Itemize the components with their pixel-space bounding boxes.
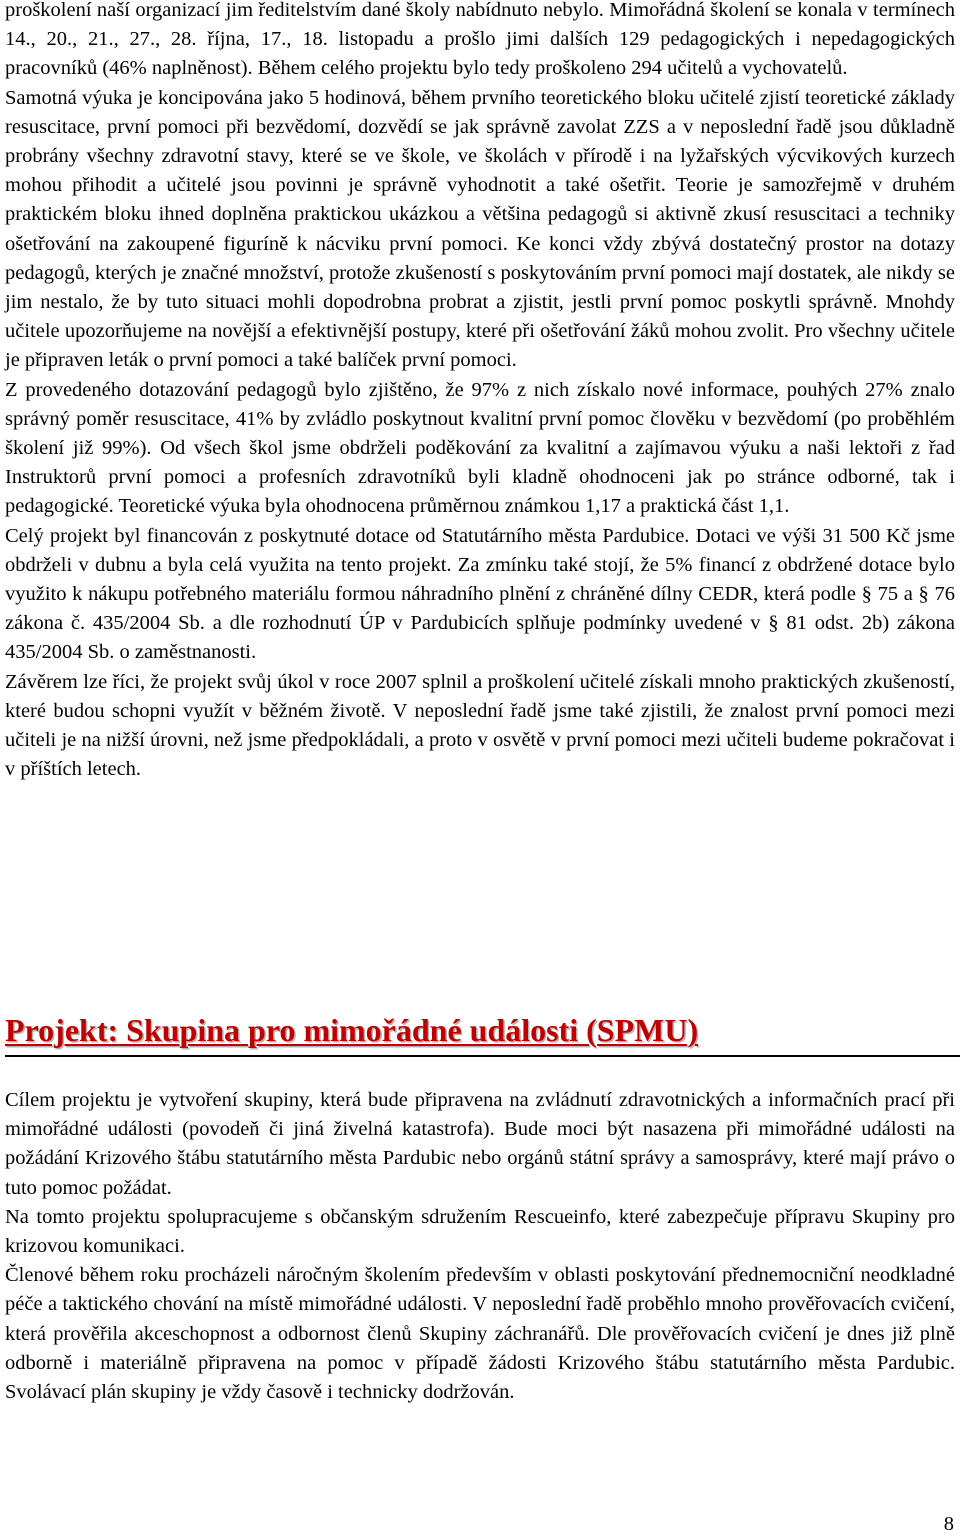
paragraph-training-extra-sessions: proškolení naší organizací jim ředitelstvím dané školy nabídnuto nebylo. Mimořádná školení se konala v termínech 14., 20., 21., 27., 28. října, 17., 18. listopadu a prošlo jimi dalších 129 pedagogických i nepedagogických pracovníků (46% naplněnost). Během celého projektu bylo tedy proškoleno 294 učitelů a vychovatelů. [5,0,955,80]
section-heading-wrap [5,1008,955,1052]
paragraph-project-goal: Cílem projektu je vytvoření skupiny, která bude připravena na zvládnutí zdravotnických a informačních prací při mimořádné události (povodeň či jiná živelná katastrofa). Bude moci být nasazena při mimořádné události na požádání Krizového štábu statutárního města Pardubic nebo orgánů státní správy a samosprávy, které mají právo o tuto pomoc požádat. [5,1089,955,1199]
paragraph-conclusion: Závěrem lze říci, že projekt svůj úkol v roce 2007 splnil a proškolení učitelé získali mnoho praktických zkušeností, které budou schopni využít v běžném životě. V neposlední řadě jsme také zjistili, že znalost první pomoci mezi učiteli je na nižší úrovni, než jsme předpokládali, a proto v osvětě v první pomoci mezi učiteli budeme pokračovat i v příštích letech. [5,670,955,781]
page-number: 8 [943,1513,954,1535]
paragraph-funding: Celý projekt byl financován z poskytnuté dotace od Statutárního města Pardubice. Dotaci ve výši 31 500 Kč jsme obdrželi v dubnu a byla celá využita na tento projekt. Za zmínku také stojí, že 5% financí z obdržené dotace bylo využito k nákupu potřebného materiálu formou náhradního plnění z chráněné dílny CEDR, která podle § 75 a § 76 zákona č. 435/2004 Sb. a dle rozhodnutí ÚP v Pardubicích splňuje podmínky uvedené v § 81 odst. 2b) zákona 435/2004 Sb. o zaměstnanosti. [5,524,955,664]
paragraph-survey-results: Z provedeného dotazování pedagogů bylo zjištěno, že 97% z nich získalo nové informace, pouhých 27% znalo správný poměr resuscitace, 41% by zvládlo poskytnout kvalitní první pomoc člověku v bezvědomí (po proběhlém školení již 99%). Od všech škol jsme obdrželi poděkování za kvalitní a zajímavou výuku a naši lektoři z řad Instruktorů první pomoci a profesních zdravotníků byli kladně ohodnoceni jak po stránce odborné, tak i pedagogické. Teoretické výuka byla ohodnocena průměrnou známkou 1,17 a praktická část 1,1. [5,378,955,518]
text-block-top [5,0,955,784]
heading-divider [5,1055,960,1057]
section-heading: Projekt: Skupina pro mimořádné události (SPMU) [5,1012,699,1048]
paragraph-members-training: Členové během roku procházeli náročným školením především v oblasti poskytování přednemocniční neodkladné péče a taktického chování na místě mimořádné události. V neposlední řadě proběhlo mnoho prověřovacích cvičení, která prověřila akceschopnost a odbornost členů Skupiny záchranářů. Dle prověřovacích cvičení je dnes již plně odborně i materiálně připravena na pomoc v případě žádosti Krizového štábu statutárního města Pardubic. Svolávací plán skupiny je vždy časově i technicky dodržován. [5,1264,955,1404]
text-block-bottom [5,1086,955,1407]
paragraph-course-structure: Samotná výuka je koncipována jako 5 hodinová, během prvního teoretického bloku učitelé zjistí teoretické základy resuscitace, první pomoci při bezvědomí, dozvědí se jak správně zavolat ZZS a v neposlední řadě jsou důkladně probrány všechny zdravotní stavy, které se ve škole, ve školách v přírodě i na lyžařských výcvikových kurzech mohou přihodit a učitelé jsou povinni je správně vyhodnotit a také ošetřit. Teorie je samozřejmě v druhém praktickém bloku ihned doplněna praktickou ukázkou a většina pedagogů si aktivně zkusí resuscitaci a techniky ošetřování na zakoupené figuríně k nácviku první pomoci. Ke konci vždy zbývá dostatečný prostor na dotazy pedagogů, kterých je značné množství, protože zkušeností s poskytováním první pomoci mají dostatek, ale nikdy se jim nestalo, že by tuto situaci mohli dopodrobna probrat a zjistit, jestli první pomoc poskytli správně. Mnohdy učitele upozorňujeme na novější a efektivnější postupy, které při ošetřování žáků mohou zvolit. Pro všechny učitele je připraven leták o první pomoci a také balíček první pomoci. [5,86,955,372]
paragraph-cooperation: Na tomto projektu spolupracujeme s občanským sdružením Rescueinfo, které zabezpečuje přípravu Skupiny pro krizovou komunikaci. [5,1205,955,1258]
